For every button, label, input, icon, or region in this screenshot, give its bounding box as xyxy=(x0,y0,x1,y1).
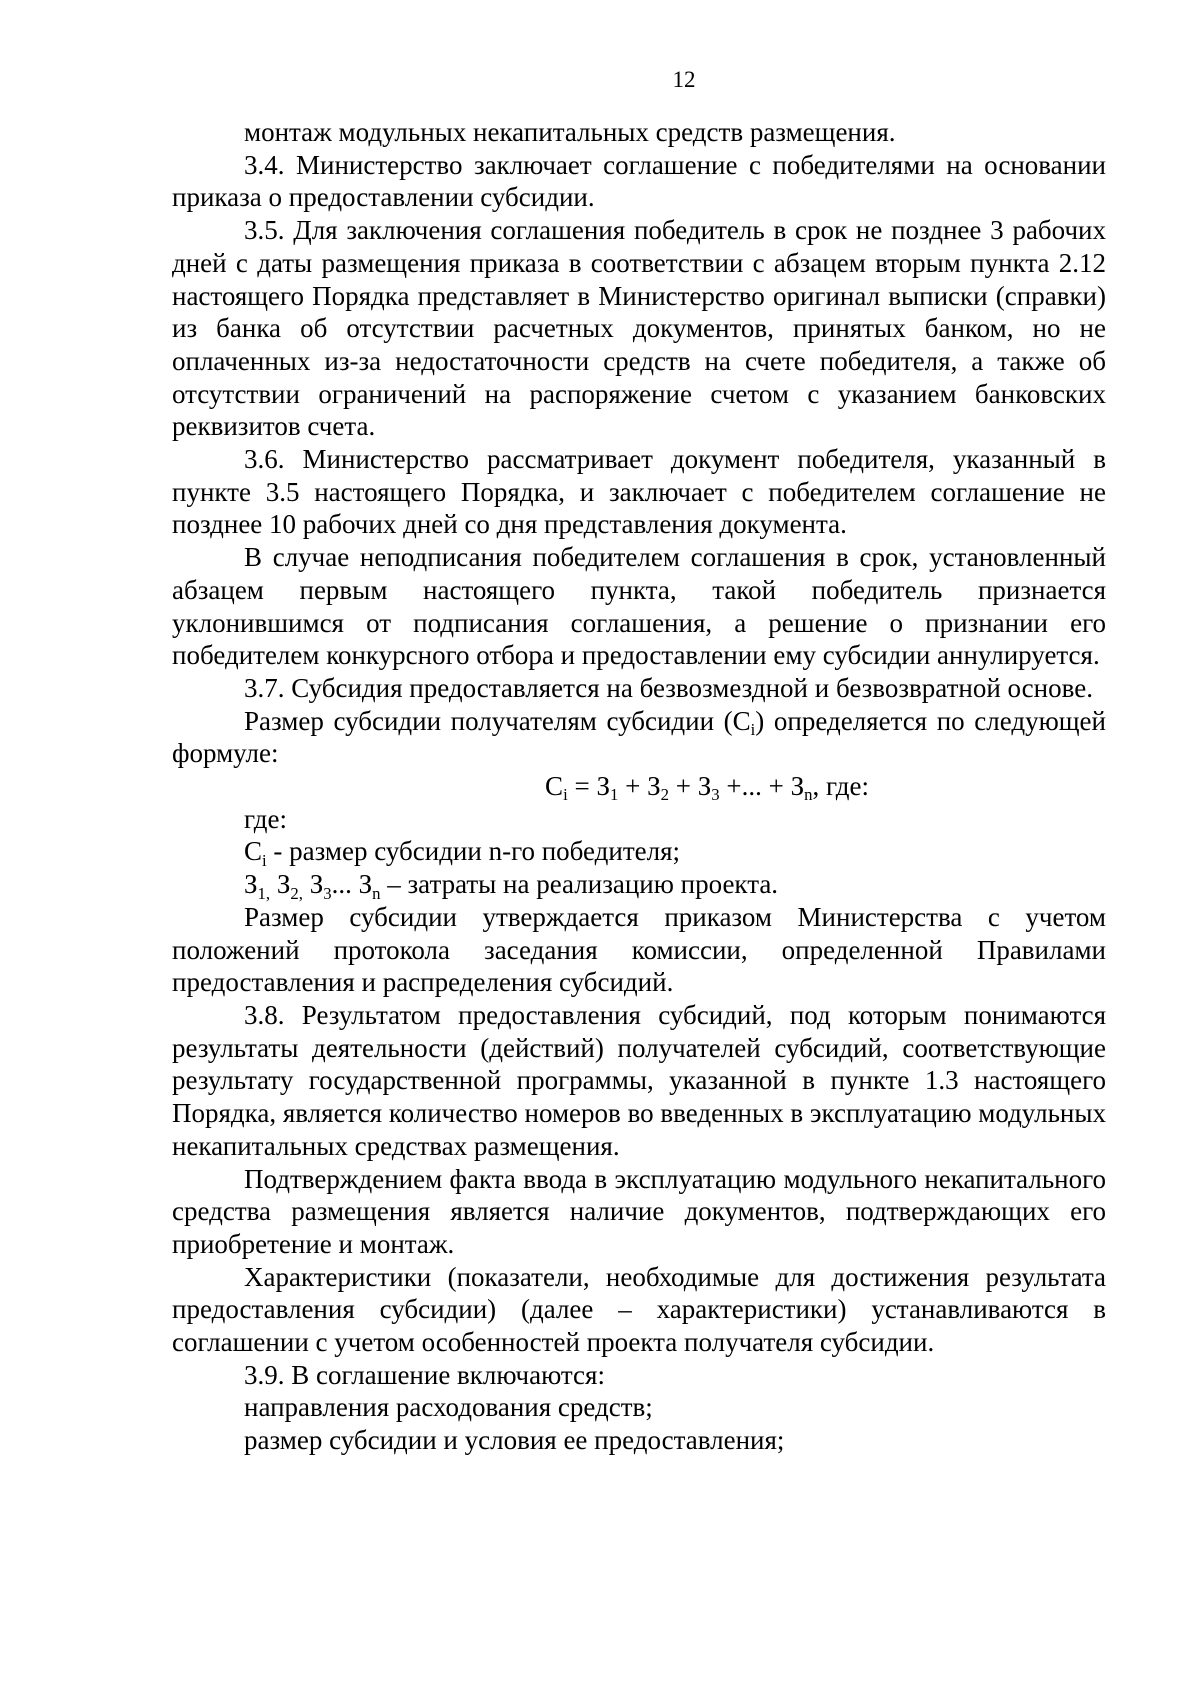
paragraph-where: где: xyxy=(244,803,287,834)
paragraph-3-5: 3.5. Для заключения соглашения победитель в срок не позднее 3 рабочих дней с даты размещения приказа в соответствии с абзацем вторым пункта 2.12 настоящего Порядка представляет в Министерство оригинал выписки (справки) из банка об отсутствии расчетных документов, принятых банком, но не оплаченных из-за недостаточности средств на счете победителя, а также об отсутствии ограничений на распоряжение счетом с указанием банковских реквизитов счета. xyxy=(172,215,1106,442)
symbol: З xyxy=(244,869,258,900)
symbol-subscript: i xyxy=(262,850,267,870)
definition-costs xyxy=(172,868,1106,901)
paragraph-3-7: 3.7. Субсидия предоставляется на безвозмездной и безвозвратной основе. xyxy=(244,672,1093,703)
subscript: i xyxy=(750,720,756,739)
formula-part: + З xyxy=(618,771,661,802)
formula-subscript: n xyxy=(804,785,813,805)
definition-text: – затраты на реализацию проекта. xyxy=(380,869,779,900)
list-item-size: размер субсидии и условия ее предоставления; xyxy=(244,1425,785,1456)
formula-part: + З xyxy=(669,771,712,802)
symbol-subscript: 1, xyxy=(257,883,271,903)
definition-ci xyxy=(172,835,1106,868)
formula-subscript: 3 xyxy=(711,785,720,805)
symbol: З xyxy=(302,869,324,900)
formula-part: C xyxy=(545,771,564,802)
symbol-subscript: n xyxy=(372,883,381,903)
symbol-subscript: 3 xyxy=(323,883,332,903)
text-run: ) определяется по следующей формуле: xyxy=(172,705,1106,769)
symbol: C xyxy=(244,836,263,867)
symbol: З xyxy=(270,869,291,900)
formula-part: = З xyxy=(567,771,610,802)
definition-text: - размер субсидии n-го победителя; xyxy=(266,836,681,867)
paragraph-subsidy-size xyxy=(172,705,1106,770)
formula-subscript: 1 xyxy=(609,785,619,805)
list-item-directions: направления расходования средств; xyxy=(244,1392,653,1423)
paragraph-subsidy-approval: Размер субсидии утверждается приказом Министерства с учетом положений протокола заседания комиссии, определенной Правилами предоставления и распределения субсидий. xyxy=(172,901,1106,998)
paragraph-3-9: 3.9. В соглашение включаются: xyxy=(244,1359,605,1390)
formula-subscript: 2 xyxy=(660,785,669,805)
text-run: Размер субсидии получателям субсидии (C xyxy=(244,705,751,736)
formula-part: , где: xyxy=(812,771,869,802)
formula-part: +... + З xyxy=(719,771,805,802)
paragraph-3-6: 3.6. Министерство рассматривает документ победителя, указанный в пункте 3.5 настоящего Порядка, и заключает с победителем соглашение не позднее 10 рабочих дней со дня представления документа. xyxy=(172,444,1106,540)
symbol-subscript: 2, xyxy=(290,883,303,903)
paragraph-3-4: 3.4. Министерство заключает соглашение с победителями на основании приказа о предоставлении субсидии. xyxy=(172,149,1106,213)
formula-subscript: i xyxy=(563,785,568,805)
paragraph-3-8: 3.8. Результатом предоставления субсидий, под которым понимаются результаты деятельности (действий) получателей субсидий, соответствующие результату государственной программы, указанной в пункте 1.3 настоящего Порядка, является количество номеров во введенных в эксплуатацию модульных некапитальных средствах размещения. xyxy=(172,999,1106,1161)
subsidy-formula xyxy=(172,770,1106,803)
symbol: ... З xyxy=(331,869,373,900)
paragraph-confirmation: Подтверждением факта ввода в эксплуатацию модульного некапитального средства размещения является наличие документов, подтверждающих его приобретение и монтаж. xyxy=(172,1163,1106,1259)
page-number: 12 xyxy=(672,67,696,92)
paragraph-refusal: В случае неподписания победителем соглашения в срок, установленный абзацем первым настоящего пункта, такой победитель признается уклонившимся от подписания соглашения, а решение о признании его победителем конкурсного отбора и предоставлении ему субсидии аннулируется. xyxy=(172,542,1106,671)
paragraph-characteristics: Характеристики (показатели, необходимые для достижения результата предоставления субсидии) (далее – характеристики) устанавливаются в соглашении с учетом особенностей проекта получателя субсидии. xyxy=(172,1261,1106,1358)
paragraph-continuation: монтаж модульных некапитальных средств размещения. xyxy=(244,117,896,147)
